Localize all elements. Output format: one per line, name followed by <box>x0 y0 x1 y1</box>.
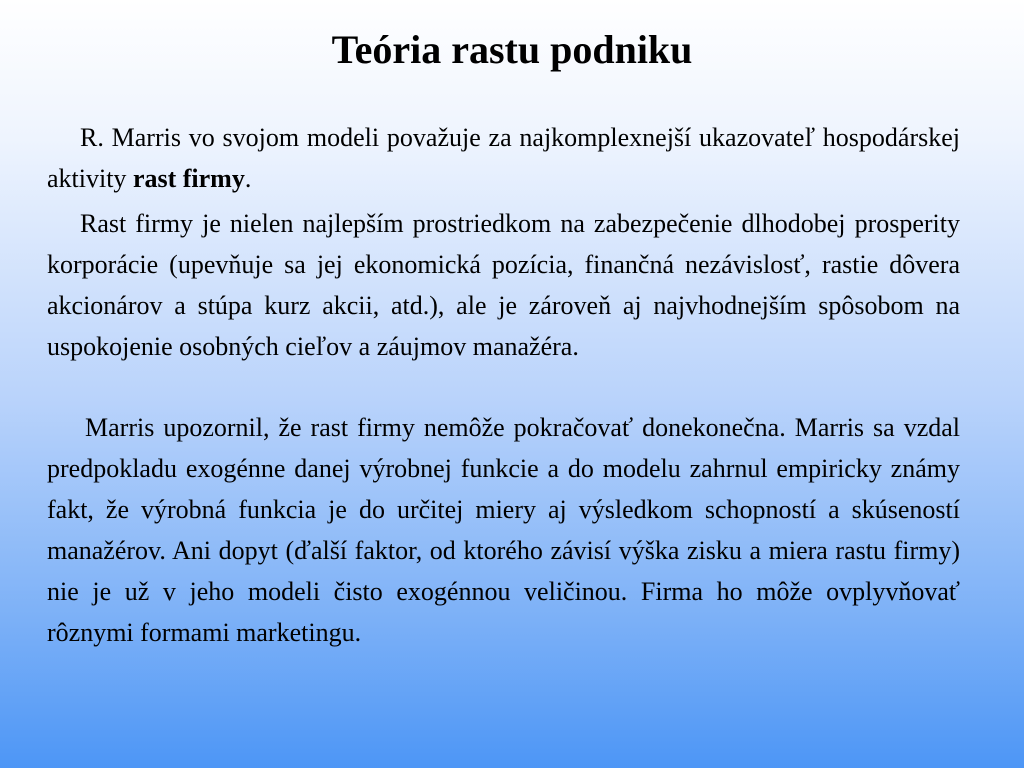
paragraph-3: Marris upozornil, že rast firmy nemôže pokračovať donekonečna. Marris sa vzdal predpokladu exogénne danej výrobnej funkcie a do modelu zahrnul empiricky známy fakt, že výrobná funkcia je do určitej miery aj výsledkom schopností a skúseností manažérov. Ani dopyt (ďalší faktor, od ktorého závisí výška zisku a miera rastu firmy) nie je už v jeho modeli čisto exogénnou veličinou. Firma ho môže ovplyvňovať rôznymi formami marketingu. <box>47 413 960 647</box>
slide-body <box>47 117 960 653</box>
paragraph-1-bold-text: rast firmy <box>132 164 245 193</box>
paragraph-1-text-end: . <box>244 164 252 193</box>
paragraph-1 <box>47 117 960 199</box>
slide-title: Teória rastu podniku <box>331 27 693 72</box>
paragraph-1-text: R. Marris vo svojom modeli považuje za najkomplexnejší ukazovateľ hospodárskej aktivity <box>47 123 960 193</box>
paragraph-2: Rast firmy je nielen najlepším prostriedkom na zabezpečenie dlhodobej prosperity korporácie (upevňuje sa jej ekonomická pozícia, finančná nezávislosť, rastie dôvera akcionárov a stúpa kurz akcii, atd.), ale je zároveň aj najvhodnejším spôsobom na uspokojenie osobných cieľov a záujmov manažéra. <box>47 209 960 361</box>
